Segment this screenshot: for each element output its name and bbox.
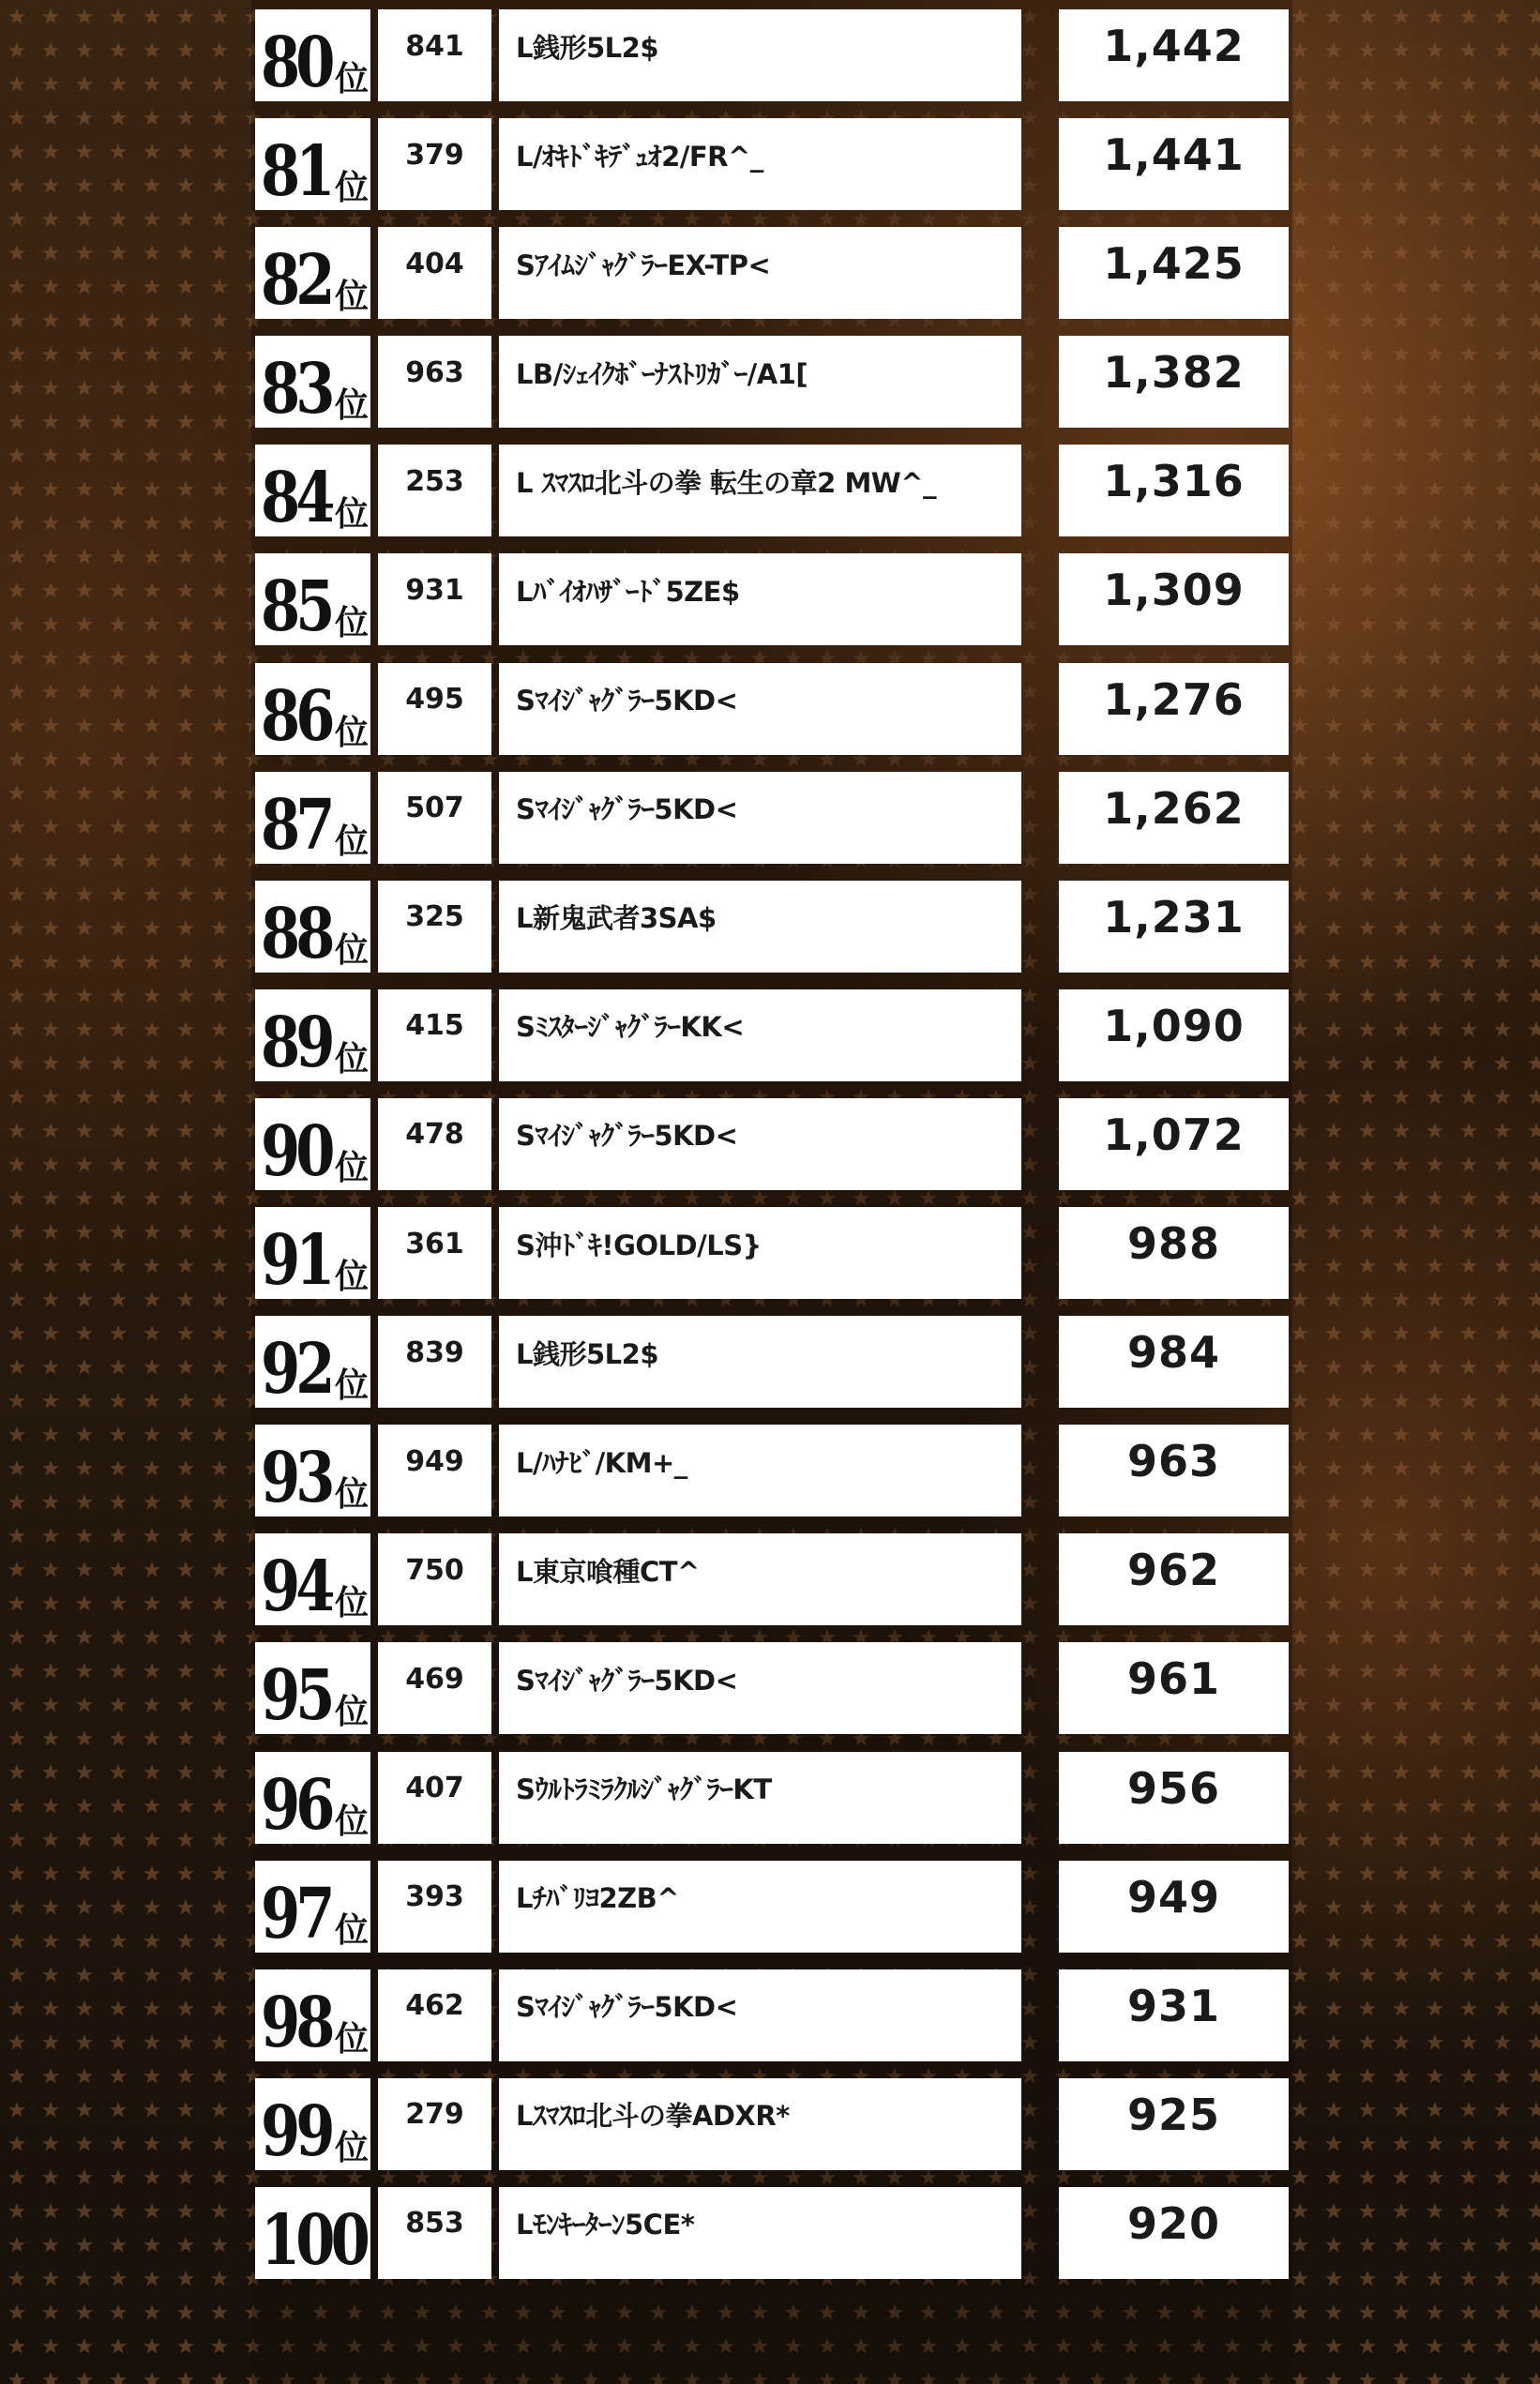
ranking-row [255, 1425, 1289, 1519]
ranking-row [255, 989, 1289, 1081]
machine-number: 478 [378, 1098, 491, 1190]
rank-number: 88 [261, 893, 331, 974]
model-name: LB/ｼｪｲｸﾎﾞｰﾅｽﾄﾘｶﾞｰ/A1[ [499, 336, 1021, 428]
machine-number: 253 [378, 445, 491, 536]
difference-value: 949 [1059, 1861, 1289, 1953]
rank-number: 92 [261, 1329, 331, 1411]
rank-cell [255, 1098, 370, 1190]
model-name: L ｽﾏｽﾛ北斗の拳 転生の章2 MW^_ [499, 445, 1021, 536]
rank-cell [255, 881, 370, 973]
machine-number: 462 [378, 1969, 491, 2061]
rank-suffix: 位 [334, 2018, 369, 2059]
model-name: Sﾏｲｼﾞｬｸﾞﾗｰ5KD< [499, 1969, 1021, 2061]
difference-value: 925 [1059, 2078, 1289, 2170]
model-name: Sﾏｲｼﾞｬｸﾞﾗｰ5KD< [499, 772, 1021, 864]
rank-cell [255, 336, 370, 428]
rank-cell [255, 1316, 370, 1411]
rank-cell [255, 9, 370, 101]
ranking-row [255, 1861, 1289, 1953]
rank-number: 83 [261, 349, 331, 430]
ranking-row [255, 1752, 1289, 1844]
model-name: Lﾊﾞｲｵﾊｻﾞｰﾄﾞ5ZE$ [499, 553, 1021, 645]
model-name: Lｽﾏｽﾛ北斗の拳ADXR* [499, 2078, 1021, 2170]
model-name: S沖ﾄﾞｷ!GOLD/LS} [499, 1207, 1021, 1299]
model-name: SｱｲﾑｼﾞｬｸﾞﾗｰEX-TP< [499, 227, 1021, 319]
ranking-row [255, 9, 1289, 101]
ranking-row [255, 1316, 1289, 1411]
ranking-row [255, 2187, 1289, 2279]
ranking-row [255, 1642, 1289, 1737]
difference-value: 1,382 [1059, 336, 1289, 428]
machine-number: 393 [378, 1861, 491, 1953]
ranking-row [255, 1098, 1289, 1190]
rank-suffix: 位 [334, 1583, 369, 1623]
model-name: Lﾁﾊﾞﾘﾖ2ZB^ [499, 1861, 1021, 1953]
rank-number: 94 [261, 1547, 331, 1628]
machine-number: 415 [378, 989, 491, 1081]
rank-number: 84 [261, 458, 331, 539]
rank-suffix: 位 [334, 168, 369, 208]
ranking-row [255, 227, 1289, 322]
rank-number: 93 [261, 1438, 331, 1519]
machine-number: 379 [378, 118, 491, 210]
rank-number: 96 [261, 1764, 331, 1846]
difference-value: 963 [1059, 1425, 1289, 1516]
rank-number: 91 [261, 1220, 331, 1302]
difference-value: 961 [1059, 1642, 1289, 1734]
rank-cell [255, 1425, 370, 1519]
machine-number: 841 [378, 9, 491, 101]
rank-suffix: 位 [334, 603, 369, 643]
rank-suffix: 位 [334, 2127, 369, 2167]
machine-number: 495 [378, 663, 491, 755]
model-name: L東京喰種CT^ [499, 1533, 1021, 1625]
model-name: Sﾏｲｼﾞｬｸﾞﾗｰ5KD< [499, 663, 1021, 755]
machine-number: 469 [378, 1642, 491, 1734]
rank-suffix: 位 [334, 929, 369, 970]
difference-value: 956 [1059, 1752, 1289, 1844]
rank-cell [255, 1533, 370, 1628]
rank-cell [255, 1969, 370, 2061]
rank-number: 82 [261, 240, 331, 322]
rank-number: 98 [261, 1982, 331, 2063]
model-name: SﾐｽﾀｰｼﾞｬｸﾞﾗｰKK< [499, 989, 1021, 1081]
rank-suffix: 位 [334, 1038, 369, 1079]
rank-suffix: 位 [334, 1257, 369, 1297]
model-name: SｳﾙﾄﾗﾐﾗｸﾙｼﾞｬｸﾞﾗｰKT [499, 1752, 1021, 1844]
rank-suffix: 位 [334, 821, 369, 861]
rank-number: 85 [261, 566, 331, 648]
difference-value: 962 [1059, 1533, 1289, 1625]
rank-number: 86 [261, 675, 331, 757]
ranking-row [255, 881, 1289, 973]
ranking-row [255, 1207, 1289, 1302]
rank-number: 80 [261, 23, 331, 103]
rank-suffix: 位 [334, 1366, 369, 1406]
machine-number: 279 [378, 2078, 491, 2170]
rank-cell [255, 553, 370, 648]
rank-suffix: 位 [334, 385, 369, 426]
rank-suffix: 位 [334, 277, 369, 317]
ranking-row [255, 663, 1289, 755]
difference-value: 1,316 [1059, 445, 1289, 536]
rank-cell [255, 663, 370, 755]
rank-cell [255, 1207, 370, 1302]
ranking-table [255, 9, 1289, 2296]
rank-suffix: 位 [334, 1147, 369, 1187]
difference-value: 1,309 [1059, 553, 1289, 645]
rank-cell [255, 1752, 370, 1844]
rank-suffix: 位 [334, 712, 369, 752]
machine-number: 325 [378, 881, 491, 973]
rank-suffix: 位 [334, 1474, 369, 1515]
rank-cell [255, 1642, 370, 1737]
difference-value: 1,276 [1059, 663, 1289, 755]
rank-number: 95 [261, 1655, 331, 1737]
machine-number: 750 [378, 1533, 491, 1625]
rank-cell [255, 2078, 370, 2170]
rank-cell [255, 227, 370, 322]
model-name: L銭形5L2$ [499, 9, 1021, 101]
difference-value: 1,425 [1059, 227, 1289, 319]
ranking-row [255, 2078, 1289, 2170]
ranking-row [255, 336, 1289, 428]
ranking-row [255, 1969, 1289, 2061]
difference-value: 920 [1059, 2187, 1289, 2279]
model-name: Sﾏｲｼﾞｬｸﾞﾗｰ5KD< [499, 1642, 1021, 1734]
rank-number: 90 [261, 1110, 331, 1192]
machine-number: 407 [378, 1752, 491, 1844]
rank-cell [255, 772, 370, 864]
difference-value: 1,442 [1059, 9, 1289, 101]
rank-suffix: 位 [334, 1692, 369, 1732]
machine-number: 949 [378, 1425, 491, 1516]
machine-number: 931 [378, 553, 491, 645]
rank-cell [255, 989, 370, 1081]
machine-number: 853 [378, 2187, 491, 2279]
difference-value: 984 [1059, 1316, 1289, 1408]
ranking-row [255, 1533, 1289, 1628]
model-name: L/ｵｷﾄﾞｷﾃﾞｭｵ2/FR^_ [499, 118, 1021, 210]
ranking-row [255, 772, 1289, 864]
machine-number: 507 [378, 772, 491, 864]
difference-value: 1,090 [1059, 989, 1289, 1081]
machine-number: 963 [378, 336, 491, 428]
rank-cell [255, 118, 370, 213]
difference-value: 1,262 [1059, 772, 1289, 864]
rank-number: 81 [261, 131, 331, 213]
rank-suffix: 位 [334, 1801, 369, 1841]
rank-cell [255, 2187, 370, 2279]
rank-suffix: 位 [334, 494, 369, 535]
rank-suffix: 位 [334, 59, 369, 98]
rank-cell [255, 445, 370, 539]
model-name: L銭形5L2$ [499, 1316, 1021, 1408]
difference-value: 1,072 [1059, 1098, 1289, 1190]
ranking-row [255, 553, 1289, 648]
difference-value: 1,441 [1059, 118, 1289, 210]
machine-number: 839 [378, 1316, 491, 1408]
difference-value: 988 [1059, 1207, 1289, 1299]
ranking-row [255, 445, 1289, 539]
difference-value: 1,231 [1059, 881, 1289, 973]
rank-suffix: 位 [334, 1909, 369, 1950]
difference-value: 931 [1059, 1969, 1289, 2061]
rank-number: 97 [261, 1873, 331, 1954]
model-name: Lﾓﾝｷｰﾀｰﾝ5CE* [499, 2187, 1021, 2279]
rank-cell [255, 1861, 370, 1953]
model-name: L新鬼武者3SA$ [499, 881, 1021, 973]
rank-number: 89 [261, 1002, 331, 1083]
machine-number: 404 [378, 227, 491, 319]
rank-number: 87 [261, 784, 331, 866]
rank-number: 100 [261, 2199, 366, 2281]
ranking-row [255, 118, 1289, 213]
rank-number: 99 [261, 2090, 331, 2172]
model-name: Sﾏｲｼﾞｬｸﾞﾗｰ5KD< [499, 1098, 1021, 1190]
machine-number: 361 [378, 1207, 491, 1299]
model-name: L/ﾊﾅﾋﾞ/KM+_ [499, 1425, 1021, 1516]
